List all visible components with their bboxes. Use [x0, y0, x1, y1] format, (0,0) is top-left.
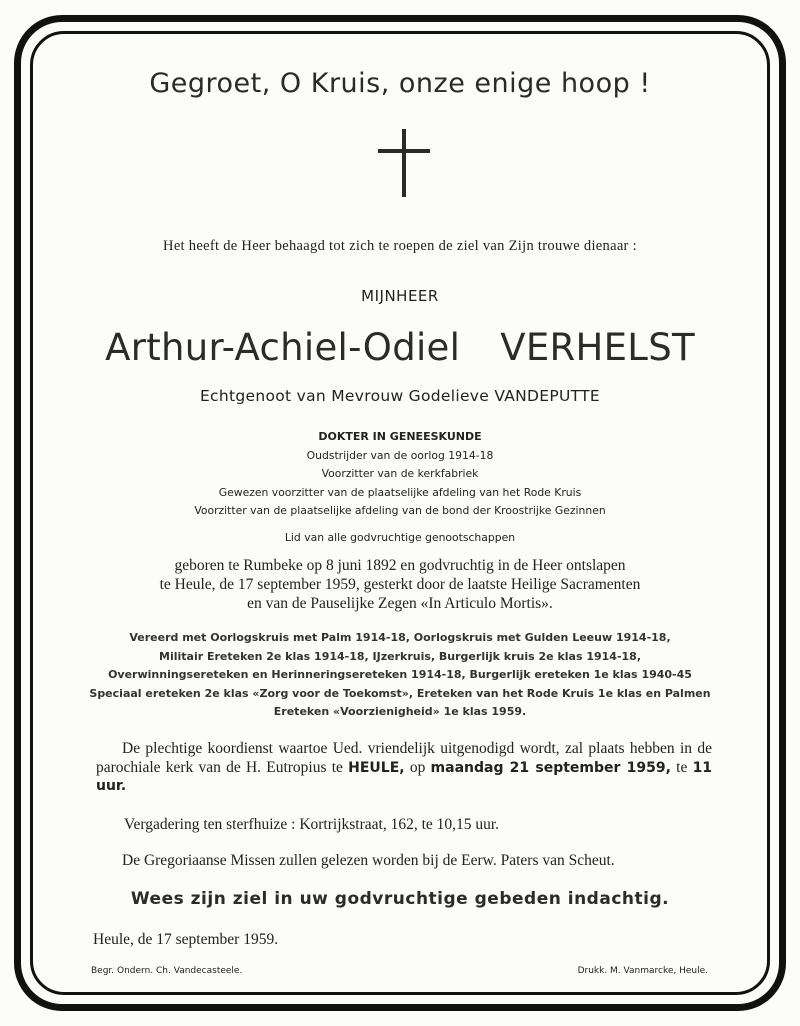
service-text: De plechtige koordienst waartoe Ued. vriendelijk uitgenodigd wordt, zal plaats hebben in de parochiale kerk van de H. Eutropius te	[96, 740, 712, 776]
function-line: Lid van alle godvruchtige genootschappen	[284, 530, 516, 544]
function-line: Oudstrijder van de oorlog 1914-18	[306, 448, 494, 462]
meeting-line: Vergadering ten sterfhuize : Kortrijkstraat, 162, te 10,15 uur.	[124, 816, 500, 833]
birth-death-line: geboren te Rumbeke op 8 juni 1892 en godvruchtig in de Heer ontslapen	[174, 557, 626, 574]
printer-credit: Drukk. M. Vanmarcke, Heule.	[577, 966, 708, 976]
honor-line: Ereteken «Voorzienigheid» 1e klas 1959.	[273, 705, 527, 719]
funeral-service-paragraph	[96, 740, 712, 796]
honor-line: Militair Ereteken 2e klas 1914-18, IJzerkruis, Burgerlijk kruis 2e klas 1914-18,	[159, 649, 641, 663]
honor-line: Overwinningsereteken en Herinneringsereteken 1914-18, Burgerlijk ereteken 1e klas 1940-45	[108, 668, 692, 682]
function-line: Gewezen voorzitter van de plaatselijke afdeling van het Rode Kruis	[218, 485, 582, 499]
masses-line: De Gregoriaanse Missen zullen gelezen worden bij de Eerw. Paters van Scheut.	[122, 852, 615, 869]
honorific-title: MIJNHEER	[361, 287, 439, 305]
function-line: Voorzitter van de kerkfabriek	[321, 467, 479, 480]
birth-death-line: te Heule, de 17 september 1959, gesterkt door de laatste Heilige Sacramenten	[159, 576, 641, 593]
cross-icon	[378, 129, 430, 197]
honor-line: Vereerd met Oorlogskruis met Palm 1914-18, Oorlogskruis met Gulden Leeuw 1914-18,	[129, 631, 671, 644]
service-text: te	[676, 758, 688, 776]
honors-list	[0, 629, 800, 722]
undertaker-credit: Begr. Ondern. Ch. Vandecasteele.	[91, 966, 243, 976]
motto-heading: Gegroet, O Kruis, onze enige hoop !	[149, 68, 651, 99]
spouse-line: Echtgenoot van Mevrouw Godelieve VANDEPUTTE	[199, 387, 601, 405]
function-line: DOKTER IN GENEESKUNDE	[318, 430, 482, 443]
intro-line: Het heeft de Heer behaagd tot zich te roepen de ziel van Zijn trouwe dienaar :	[163, 238, 637, 254]
deceased-name	[0, 326, 800, 369]
functions-list	[0, 428, 800, 547]
birth-death-line: en van de Pauselijke Zegen «In Articulo Mortis».	[247, 595, 553, 612]
function-line: Voorzitter van de plaatselijke afdeling van de bond der Kroostrijke Gezinnen	[194, 504, 606, 517]
honor-line: Speciaal ereteken 2e klas «Zorg voor de Toekomst», Ereteken van het Rode Kruis 1e klas en Palmen	[89, 686, 711, 700]
service-place: HEULE,	[348, 759, 405, 776]
prayer-line: Wees zijn ziel in uw godvruchtige gebeden indachtig.	[130, 889, 670, 909]
service-date: maandag 21 september 1959,	[430, 759, 671, 776]
birth-death-paragraph	[0, 556, 800, 613]
service-time: 11 uur.	[96, 759, 713, 794]
surname: VERHELST	[500, 326, 695, 369]
date-line: Heule, de 17 september 1959.	[93, 931, 279, 948]
first-names: Arthur-Achiel-Odiel	[105, 326, 461, 369]
service-text: op	[409, 758, 426, 776]
